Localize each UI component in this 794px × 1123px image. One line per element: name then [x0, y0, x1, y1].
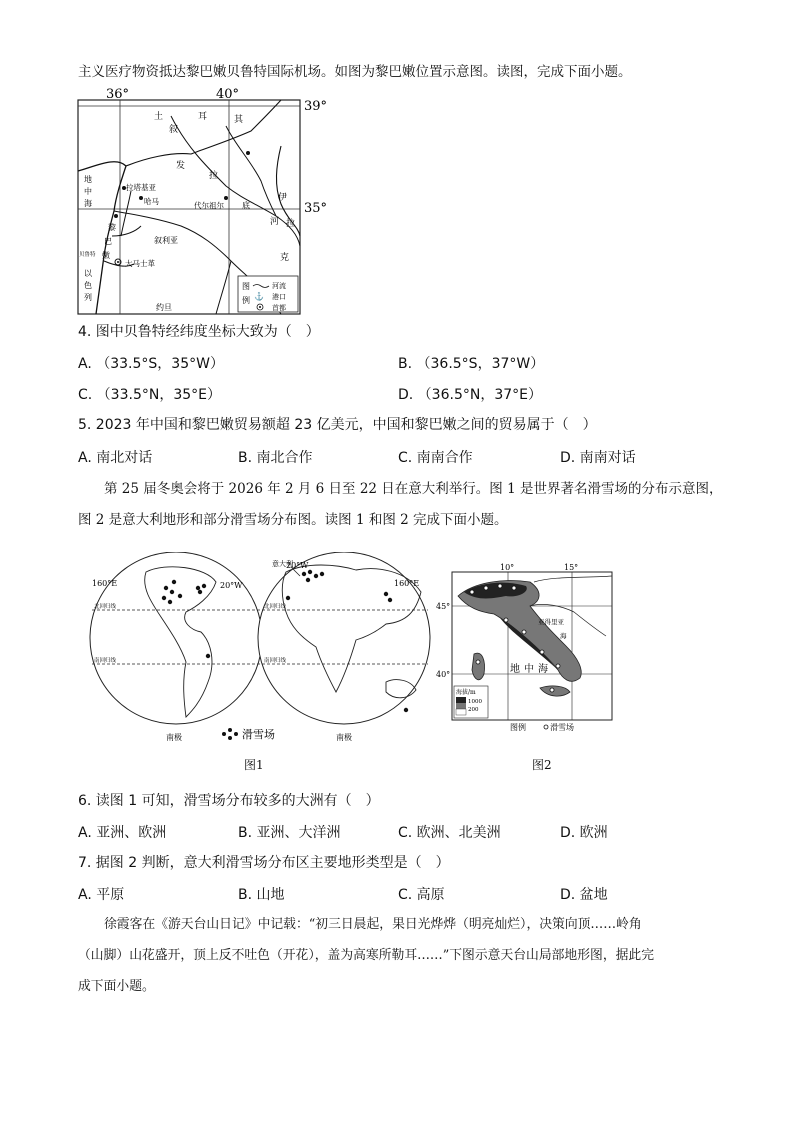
- q5-option-a[interactable]: A. 南北对话: [78, 450, 153, 466]
- q7-option-c[interactable]: C. 高原: [398, 887, 445, 903]
- legend-capital: 首都: [272, 304, 286, 312]
- q5-option-d[interactable]: D. 南南对话: [560, 450, 636, 466]
- label-la2: 拉: [286, 219, 296, 229]
- intro-winter-olympics-line1: 第 25 届冬奥会将于 2026 年 2 月 6 日至 22 日在意大利举行。图 1 是世界著名滑雪场的分布示意图，: [104, 481, 723, 497]
- label-di2: 底: [242, 201, 250, 210]
- label-er: 耳: [198, 112, 208, 122]
- figure-2-caption: 图2: [532, 758, 552, 772]
- lat-label-35: 35°: [304, 201, 326, 216]
- lat-label-39: 39°: [304, 99, 326, 114]
- fig2-lat-40: 40°: [436, 670, 451, 679]
- figure-1-ski-resorts-map: [86, 552, 436, 762]
- fig2-adriatic-label: 亚得里亚: [538, 618, 564, 626]
- label-zhong: 中: [84, 187, 92, 196]
- q5-option-b[interactable]: B. 南北合作: [238, 450, 313, 466]
- label-deir-ez-zor: 代尔祖尔: [194, 201, 224, 210]
- label-beirut: 贝鲁特: [79, 252, 96, 258]
- label-damascus: 大马士革: [125, 259, 155, 268]
- fig2-med-label-2: 中: [524, 664, 534, 675]
- lebanon-location-map: [76, 86, 326, 318]
- fig1-lon-20w-left: 20°W: [220, 581, 243, 590]
- intro-xu-xiake-line3: 成下面小题。: [78, 979, 155, 994]
- lon-label-36: 36°: [106, 87, 130, 102]
- q6-option-a[interactable]: A. 亚洲、欧洲: [78, 825, 167, 841]
- label-hama: 哈马: [144, 197, 159, 206]
- q6-option-c[interactable]: C. 欧洲、北美洲: [398, 825, 501, 841]
- fig2-med-label-1: 地: [510, 664, 520, 675]
- label-ke: 克: [280, 253, 290, 263]
- label-latakia: 拉塔基亚: [126, 183, 156, 192]
- intro-xu-xiake-line1: 徐霞客在《游天台山日记》中记载：“初三日晨起，果日光烨烨（明亮灿烂），决策向顶……岭角: [104, 917, 642, 932]
- figure-1-caption: 图1: [244, 758, 264, 772]
- label-jordan: 约旦: [156, 303, 172, 312]
- fig2-legend-label: 图例: [510, 723, 526, 732]
- fig2-lon-10: 10°: [500, 563, 515, 572]
- label-ba: 巴: [104, 237, 112, 246]
- q4-option-d[interactable]: D. （36.5°N，37°E）: [398, 387, 542, 403]
- fig2-legend-1000: 1000: [468, 699, 482, 705]
- label-lie: 列: [84, 293, 92, 302]
- fig2-legend-200: 200: [468, 707, 479, 713]
- q7-option-d[interactable]: D. 盆地: [560, 887, 608, 903]
- figure-2-italy-terrain-map: [434, 562, 620, 742]
- label-li: 黎: [108, 223, 116, 232]
- legend-title-1: 图: [242, 282, 250, 291]
- label-tu: 土: [154, 112, 164, 122]
- q4-option-a[interactable]: A. （33.5°S，35°W）: [78, 356, 224, 372]
- label-qi: 其: [234, 115, 244, 125]
- q5-option-c[interactable]: C. 南南合作: [398, 450, 473, 466]
- fig1-tropic-capricorn-right: 南回归线: [264, 658, 287, 664]
- anchor-icon: ⚓: [254, 292, 264, 301]
- label-yi: 伊: [278, 193, 288, 203]
- fig1-lon-20w-right: 20°W: [286, 561, 309, 570]
- label-yi2: 以: [84, 269, 92, 278]
- fig1-lon-160e-left: 160°E: [92, 579, 118, 588]
- intro-text: 主义医疗物资抵达黎巴嫩贝鲁特国际机场。如图为黎巴嫩位置示意图。读图，完成下面小题。: [78, 64, 632, 80]
- label-he: 河: [270, 217, 280, 227]
- q7-option-b[interactable]: B. 山地: [238, 887, 285, 903]
- q4-option-c[interactable]: C. （33.5°N，35°E）: [78, 387, 221, 403]
- label-fa: 发: [176, 161, 186, 171]
- intro-winter-olympics-line2: 图 2 是意大利地形和部分滑雪场分布图。读图 1 和图 2 完成下面小题。: [78, 512, 508, 528]
- fig2-adriatic-sea-label: 海: [560, 632, 567, 640]
- q6-option-d[interactable]: D. 欧洲: [560, 825, 608, 841]
- q7-option-a[interactable]: A. 平原: [78, 887, 125, 903]
- q6-option-b[interactable]: B. 亚洲、大洋洲: [238, 825, 341, 841]
- question-7: 7. 据图 2 判断，意大利滑雪场分布区主要地形类型是（ ）: [78, 855, 450, 871]
- fig2-med-label-3: 海: [538, 664, 548, 675]
- fig1-lon-160e-right: 160°E: [394, 579, 420, 588]
- fig2-lon-15: 15°: [564, 563, 579, 572]
- label-nen: 嫩: [102, 251, 110, 260]
- fig1-italy-label: 意大利: [272, 560, 293, 568]
- question-5: 5. 2023 年中国和黎巴嫩贸易额超 23 亿美元，中国和黎巴嫩之间的贸易属于（ ）: [78, 417, 597, 433]
- fig1-south-pole-right: 南极: [336, 733, 352, 742]
- question-6: 6. 读图 1 可知，滑雪场分布较多的大洲有（ ）: [78, 793, 380, 809]
- fig2-lat-45: 45°: [436, 602, 451, 611]
- fig1-legend-ski: 滑雪场: [242, 728, 275, 741]
- fig2-elevation-legend-title: 海拔/m: [456, 689, 476, 696]
- fig2-legend-ski: 滑雪场: [550, 723, 574, 732]
- legend-river: 河流: [272, 282, 286, 290]
- fig1-tropic-capricorn-left: 南回归线: [94, 658, 117, 664]
- label-la: 拉: [209, 171, 219, 181]
- label-di: 地: [84, 175, 92, 184]
- fig1-tropic-cancer-left: 北回归线: [94, 604, 117, 610]
- intro-xu-xiake-line2: （山脚）山花盛开，顶上反不吐色（开花），盖为高寒所勒耳……”下图示意天台山局部地形图，据此完: [78, 948, 655, 963]
- label-se: 色: [84, 281, 92, 290]
- question-4: 4. 图中贝鲁特经纬度坐标大致为（ ）: [78, 324, 320, 340]
- lon-label-40: 40°: [216, 87, 240, 102]
- q4-option-b[interactable]: B. （36.5°S，37°W）: [398, 356, 545, 372]
- label-hai: 海: [84, 199, 92, 208]
- label-syria: 叙利亚: [154, 236, 178, 245]
- fig1-tropic-cancer-right: 北回归线: [264, 604, 287, 610]
- legend-title-2: 例: [242, 296, 250, 305]
- fig1-south-pole-left: 南极: [166, 733, 182, 742]
- legend-port: 港口: [272, 293, 286, 301]
- label-xu: 叙: [169, 125, 179, 135]
